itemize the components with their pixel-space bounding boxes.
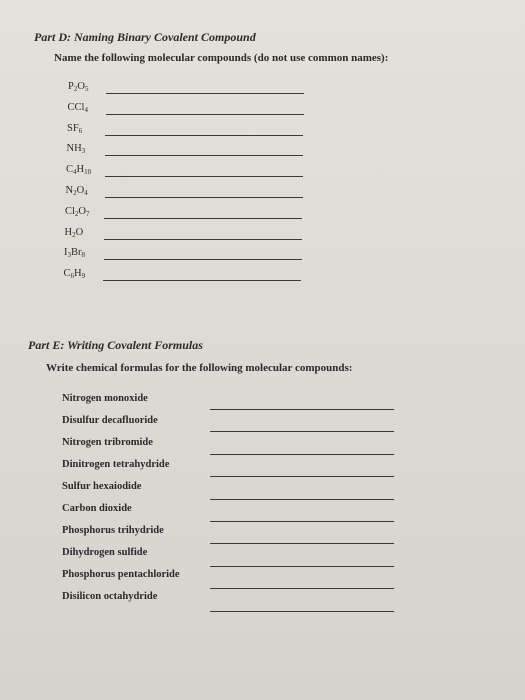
answer-line[interactable] — [105, 176, 303, 177]
formula-subscript: 4 — [84, 189, 88, 197]
formula-subscript: 4 — [84, 105, 88, 114]
part-e-item — [0, 433, 525, 451]
formula-symbol: C — [63, 268, 71, 280]
answer-line[interactable] — [105, 197, 303, 198]
formula-subscript: 2 — [73, 85, 78, 93]
part-e-item — [0, 499, 525, 517]
part-d-item — [0, 78, 525, 96]
answer-line[interactable] — [105, 135, 303, 136]
compound-formula — [67, 143, 86, 155]
compound-formula — [64, 247, 85, 259]
formula-subscript: 2 — [74, 209, 79, 218]
compound-formula — [64, 268, 86, 280]
formula-symbol: O — [77, 81, 85, 92]
answer-line[interactable] — [103, 280, 301, 281]
formula-subscript: 3 — [67, 251, 71, 260]
formula-symbol: N — [65, 185, 74, 196]
formula-subscript: 5 — [84, 85, 89, 93]
formula-subscript: 6 — [78, 126, 83, 135]
part-e-item — [0, 521, 525, 539]
part-d-item — [0, 182, 525, 200]
formula-symbol: H — [64, 226, 73, 238]
compound-name: Dihydrogen sulfide — [62, 547, 148, 558]
formula-symbol: H — [74, 268, 82, 280]
compound-formula — [68, 81, 88, 93]
part-e-item — [0, 543, 525, 561]
answer-line[interactable] — [104, 259, 302, 260]
part-e-item — [0, 389, 525, 407]
compound-formula — [68, 102, 88, 114]
part-d-item — [0, 224, 525, 242]
compound-name: Sulfur hexaiodide — [62, 481, 142, 492]
formula-symbol: C — [66, 164, 74, 176]
formula-symbol: O — [75, 226, 84, 238]
part-d-item — [0, 265, 525, 283]
part-d-item — [0, 140, 525, 158]
answer-line[interactable] — [106, 93, 304, 94]
part-e-item — [0, 455, 525, 473]
answer-line[interactable] — [106, 114, 304, 115]
part-d-item — [0, 203, 525, 221]
compound-formula — [66, 185, 88, 197]
formula-symbol: P — [68, 81, 74, 92]
compound-name: Nitrogen monoxide — [62, 393, 148, 404]
compound-name: Disulfur decafluoride — [62, 415, 158, 426]
formula-symbol: Br — [71, 247, 82, 259]
compound-formula — [66, 164, 91, 176]
part-e-item — [0, 411, 525, 429]
part-d-item — [0, 161, 525, 179]
formula-subscript: 10 — [84, 168, 92, 177]
formula-symbol: Cl — [65, 205, 75, 217]
compound-formula — [67, 123, 82, 135]
formula-subscript: 2 — [73, 189, 77, 197]
compound-formula — [65, 227, 84, 239]
part-d-item — [0, 120, 525, 138]
part-d-instruction: Name the following molecular compounds (do not use common names): — [54, 52, 389, 64]
formula-subscript: 8 — [81, 251, 85, 260]
part-d-item — [0, 99, 525, 117]
compound-name: Nitrogen tribromide — [62, 437, 153, 448]
answer-line[interactable] — [104, 218, 302, 219]
part-e-item — [0, 587, 525, 605]
formula-symbol: I — [64, 247, 68, 259]
formula-symbol: CCl — [67, 101, 85, 113]
answer-line[interactable] — [210, 611, 394, 612]
formula-symbol: SF — [67, 122, 79, 134]
formula-subscript: 7 — [86, 209, 90, 218]
compound-name: Disilicon octahydride — [62, 591, 158, 602]
compound-formula — [65, 206, 90, 218]
compound-name: Dinitrogen tetrahydride — [62, 459, 170, 470]
answer-line[interactable] — [210, 409, 394, 410]
part-e-heading: Part E: Writing Covalent Formulas — [28, 338, 203, 352]
part-d-item — [0, 244, 525, 262]
answer-line[interactable] — [104, 239, 302, 240]
formula-symbol: O — [78, 205, 87, 217]
formula-symbol: NH — [66, 143, 82, 155]
part-e-item — [0, 565, 525, 583]
formula-subscript: 4 — [73, 168, 77, 177]
compound-name: Carbon dioxide — [62, 503, 132, 514]
formula-subscript: 2 — [72, 230, 76, 239]
compound-name: Phosphorus pentachloride — [62, 569, 180, 580]
part-e-instruction: Write chemical formulas for the following molecular compounds: — [46, 362, 353, 374]
formula-subscript: 6 — [70, 272, 75, 281]
formula-subscript: 3 — [81, 147, 86, 156]
part-d-heading: Part D: Naming Binary Covalent Compound — [34, 30, 256, 44]
part-e-item — [0, 477, 525, 495]
formula-subscript: 9 — [81, 272, 86, 281]
formula-symbol: O — [76, 185, 85, 196]
formula-symbol: H — [76, 164, 85, 176]
answer-line[interactable] — [105, 155, 303, 156]
compound-name: Phosphorus trihydride — [62, 525, 164, 536]
